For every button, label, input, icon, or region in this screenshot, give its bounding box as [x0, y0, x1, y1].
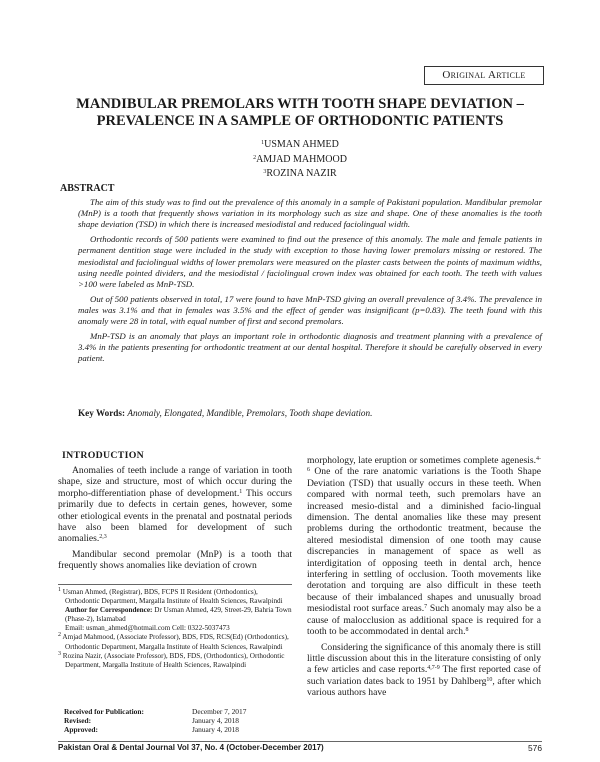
abstract-paragraph: MnP-TSD is an anomaly that plays an important role in orthodontic diagnosis and treatment planning with a prevalence of 3.4% in the patients presenting for orthodontic treatment at our dental hospital. Therefore it should be carefully observed in every patient.	[78, 330, 542, 364]
footnote-1: $^1$ Usman Ahmed, (Registrar), BDS, FCPS II Resident (Orthodontics), Orthodontic Department, Margalla Institute of Health Sciences, Rawalpindi Author for Correspondence: Dr Usman Ahmed, 429, Street-29, Bahria Town (Phase-2), Islamabad Email: usman_ahmed@hotmail.com Cell: 0322-5037473	[58, 587, 292, 633]
abstract-heading: ABSTRACT	[60, 183, 115, 194]
intro-paragraph-1: Anomalies of teeth include a range of variation in tooth shape, size and structure, most of which occur during the morpho-differentiation phase of development.$^1$ This occurs primarily due to defects in certain genes, however, some other etiological events in the prenatal and postnatal periods have also been blamed for development of such anomalies.$^{2,3}$	[58, 465, 292, 545]
contact-email: Email: usman_ahmed@hotmail.com Cell: 0322-5037473	[65, 624, 230, 633]
footnotes	[58, 588, 292, 670]
abstract-body	[78, 197, 542, 368]
footnote-divider	[58, 584, 292, 585]
keywords-label: Key Words:	[78, 408, 126, 418]
right-column	[307, 455, 541, 703]
footnote-2: $^2$ Amjad Mahmood, (Associate Professor), BDS, FDS, RCS(Ed) (Orthodontics), Orthodontic Department, Margalla Institute of Health Sciences, Rawalpindi	[58, 632, 289, 651]
publication-dates	[64, 707, 292, 734]
footer-divider	[58, 741, 542, 742]
keywords	[78, 408, 542, 418]
footnote-3: $^3$ Rozina Nazir, (Associate Professor), BDS, FDS, (Orthodontics), Orthodontic Department, Margalla Institute of Health Sciences, Rawalpindi	[58, 650, 285, 669]
date-row-revised: Revised: January 4, 2018	[64, 716, 240, 726]
left-column	[58, 465, 292, 576]
article-title	[50, 96, 550, 130]
title-line-1: MANDIBULAR PREMOLARS WITH TOOTH SHAPE DEVIATION –	[76, 96, 524, 112]
date-row-received: Received for Publication: December 7, 2017	[64, 707, 247, 716]
abstract-paragraph: The aim of this study was to find out the prevalence of this anomaly in a sample of Pakistani population. Mandibular premolar (MnP) is a tooth that frequently shows variation in its morphology such as size and shape. One of these anomalies is the tooth shape deviation (TSD) in which there is increased mesiodistal and reduced faciolingual width.	[78, 197, 542, 230]
abstract-paragraph: Out of 500 patients observed in total, 17 were found to have MnP-TSD giving an overall prevalence of 3.4%. The prevalence in males was 3.1% and that in females was 3.5% and the effect of gender was insignificant (p=0.83). The teeth found with this anomaly were 28 in total, with equal number of first and second premolars.	[78, 293, 542, 327]
intro-paragraph-continued: morphology, late eruption or sometimes complete agenesis.$^{4-6}$ One of the rare anatomic variations is the Tooth Shape Deviation (TSD) that usually occurs in these teeth. When compared with normal teeth, such premolars have an increased mesio-distal and a diminished facio-lingual dimension. The dental anomalies like these may present problems during the orthodontic treatment, because the altered mesiodistal dimension of one tooth may cause discrepancies in management of space as well as interdigitation of opposing teeth in dental arch, hence interfering in settling of occlusion. Tooth movements like derotation and torquing are also difficult in these teeth because of their imbalanced shapes and unusually broad mesiodistal root surface areas.$^7$ Such anomaly may also be a cause of malocclusion as additional space is required for a tooth to be accommodated in dental arch.$^8$	[307, 455, 541, 638]
keywords-list: Anomaly, Elongated, Mandible, Premolars, Tooth shape deviation.	[127, 408, 373, 418]
author-3: $^3$ROZINA NAZIR	[263, 168, 337, 179]
title-line-2: PREVALENCE IN A SAMPLE OF ORTHODONTIC PATIENTS	[96, 113, 504, 129]
journal-footer: Pakistan Oral & Dental Journal Vol 37, No. 4 (October-December 2017)	[58, 743, 324, 752]
abstract-paragraph: Orthodontic records of 500 patients were examined to find out the presence of this anomaly. The male and female patients in permanent dentition stage were included in the study with exception to those having lower premolars missing or restored. The mesiodistal and faciolingual widths of lower premolars were measured on the plaster casts between the points of maximum widths, using needle pointed dividers, and the mesiodistal / faciolingual crown index was obtained for each tooth. The teeth with values >100 were labeled as MnP-TSD.	[78, 234, 542, 289]
date-row-approved: Approved: January 4, 2018	[64, 725, 240, 735]
page-number: 576	[528, 743, 542, 753]
author-list	[200, 138, 400, 182]
introduction-heading: INTRODUCTION	[62, 450, 144, 461]
intro-paragraph-2: Mandibular second premolar (MnP) is a tooth that frequently shows anomalies like deviation of crown	[58, 548, 292, 572]
author-2: $^2$AMJAD MAHMOOD	[253, 153, 347, 165]
author-1: $^1$USMAN AHMED	[261, 139, 339, 150]
article-type-badge: Original Article	[424, 66, 544, 85]
intro-paragraph-3: Considering the significance of this anomaly there is still little discussion about this in the literature consisting of only a few articles and case reports.$^{4,7-9}$ The first reported case of such variation dates back to 1951 by Dahlberg$^{10}$, after which various authors have	[307, 641, 542, 699]
